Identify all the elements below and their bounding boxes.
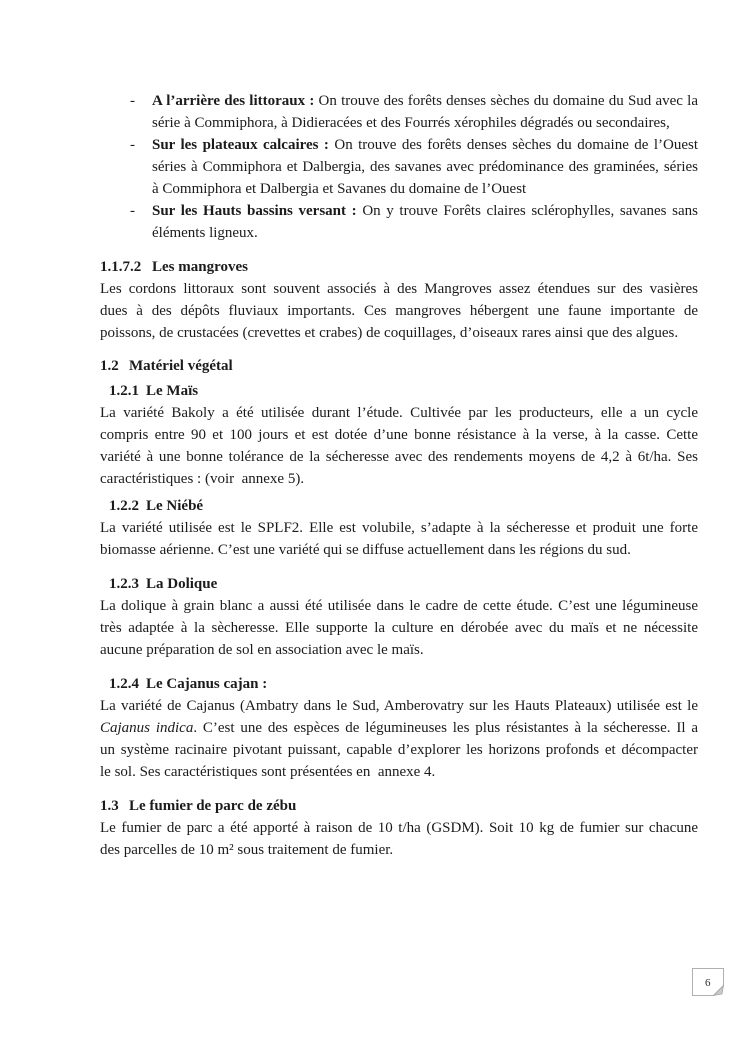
- text-line: très adaptée à la sècheresse. Elle supporte la culture en dérobée avec du maïs et ne nécessite: [100, 620, 698, 636]
- text-segment: . C’est une des espèces de légumineuses les plus résistantes à la sécheresse. Il a: [193, 720, 698, 736]
- heading-title: Le Cajanus cajan :: [146, 676, 268, 692]
- bullet-text: On trouve des forêts denses sèches du domaine du Sud avec la: [318, 93, 698, 109]
- heading-niebe: [109, 495, 698, 517]
- heading-number: 1.2: [100, 358, 119, 374]
- text-line: La variété de Cajanus (Ambatry dans le Sud, Amberovatry sur les Hauts Plateaux) utilisée est le: [100, 698, 698, 714]
- heading-title: La Dolique: [146, 576, 218, 592]
- heading-cajanus: [109, 673, 698, 695]
- paragraph-niebe: [100, 517, 698, 561]
- bullet-item: [129, 134, 698, 200]
- heading-materiel-vegetal: [100, 355, 698, 377]
- heading-title: Les mangroves: [152, 259, 248, 275]
- heading-fumier: [100, 795, 698, 817]
- text-line: [100, 717, 698, 739]
- text-line: biomasse aérienne. C’est une variété qui se diffuse actuellement dans les régions du sud.: [100, 542, 631, 558]
- heading-number: 1.2.2: [109, 498, 139, 514]
- page-content: [100, 90, 698, 861]
- bullet-text: On y trouve Forêts claires sclérophylles, savanes sans: [362, 203, 698, 219]
- text-line: La dolique à grain blanc a aussi été utilisée dans le cadre de cette étude. C’est une légumineuse: [100, 598, 698, 614]
- text-line: aucune préparation de sol en association avec le maïs.: [100, 642, 424, 658]
- bullet-dash-icon: -: [130, 137, 135, 153]
- text-line: dues à des dépôts fluviaux importants. Ces mangroves hébergent une faune importante de: [100, 303, 698, 319]
- text-line: des parcelles de 10 m² sous traitement de fumier.: [100, 842, 394, 858]
- heading-number: 1.2.4: [109, 676, 139, 692]
- paragraph-dolique: [100, 595, 698, 661]
- text-line: La variété Bakoly a été utilisée durant l’étude. Cultivée par les producteurs, elle a un cycle: [100, 405, 698, 421]
- text-line: à Commiphora et Dalbergia et Savanes du domaine de l’Ouest: [152, 181, 527, 197]
- text-line: le sol. Ses caractéristiques sont présentées en annexe 4.: [100, 764, 436, 780]
- heading-mais: [109, 380, 698, 402]
- bullet-text: On trouve des forêts denses sèches du domaine de l’Ouest: [334, 137, 699, 153]
- paragraph-mangroves: [100, 278, 698, 344]
- text-line: Le fumier de parc a été apporté à raison de 10 t/ha (GSDM). Soit 10 kg de fumier sur chacune: [100, 820, 698, 836]
- bullet-item: [129, 200, 698, 244]
- text-line: poissons, de crustacées (crevettes et crabes) de coquillages, d’oiseaux rares ainsi que des algues.: [100, 325, 679, 341]
- text-line: série à Commiphora, à Didieracées et des Fourrés xérophiles dégradés ou secondaires,: [152, 115, 670, 131]
- species-name-italic: Cajanus indica: [100, 720, 194, 736]
- heading-number: 1.1.7.2: [100, 259, 142, 275]
- bullet-dash-icon: -: [130, 93, 135, 109]
- bullet-lead: A l’arrière des littoraux :: [152, 93, 315, 109]
- heading-title: Matériel végétal: [129, 358, 233, 374]
- heading-title: Le Niébé: [146, 498, 204, 514]
- text-line: compris entre 90 et 100 jours et est dotée d’une bonne résistance à la verse, à la casse. Cette: [100, 427, 698, 443]
- text-line: séries à Commiphora et Dalbergia, des savanes avec prédominance des graminées, séries: [152, 159, 698, 175]
- heading-number: 1.2.3: [109, 576, 139, 592]
- paragraph-cajanus: [100, 695, 698, 783]
- bullet-dash-icon: -: [130, 203, 135, 219]
- text-line: caractéristiques : (voir annexe 5).: [100, 471, 305, 487]
- paragraph-mais: [100, 402, 698, 490]
- paragraph-fumier: [100, 817, 698, 861]
- bullet-lead: Sur les Hauts bassins versant :: [152, 203, 357, 219]
- heading-dolique: [109, 573, 698, 595]
- heading-mangroves: [100, 256, 698, 278]
- page-number: 6: [705, 977, 711, 989]
- text-line: La variété utilisée est le SPLF2. Elle est volubile, s’adapte à la sécheresse et produit une forte: [100, 520, 698, 536]
- heading-title: Le fumier de parc de zébu: [129, 798, 297, 814]
- bullet-lead: Sur les plateaux calcaires :: [152, 137, 329, 153]
- heading-number: 1.3: [100, 798, 119, 814]
- text-line: [152, 200, 698, 222]
- text-line: variété à une bonne tolérance de la sécheresse avec des rendements moyens de 4,2 à 6t/ha. Ses: [100, 449, 698, 465]
- bullet-item: [129, 90, 698, 134]
- text-line: éléments ligneux.: [152, 225, 258, 241]
- bullet-list: [100, 90, 698, 244]
- text-line: Les cordons littoraux sont souvent associés à des Mangroves assez étendues sur des vasières: [100, 281, 698, 297]
- text-line: [152, 134, 698, 156]
- page-number-box: [691, 967, 727, 999]
- text-line: [152, 90, 698, 112]
- heading-number: 1.2.1: [109, 383, 139, 399]
- text-line: un système racinaire pivotant puissant, capable d’explorer les horizons profonds et décompacter: [100, 742, 698, 758]
- heading-title: Le Maïs: [146, 383, 199, 399]
